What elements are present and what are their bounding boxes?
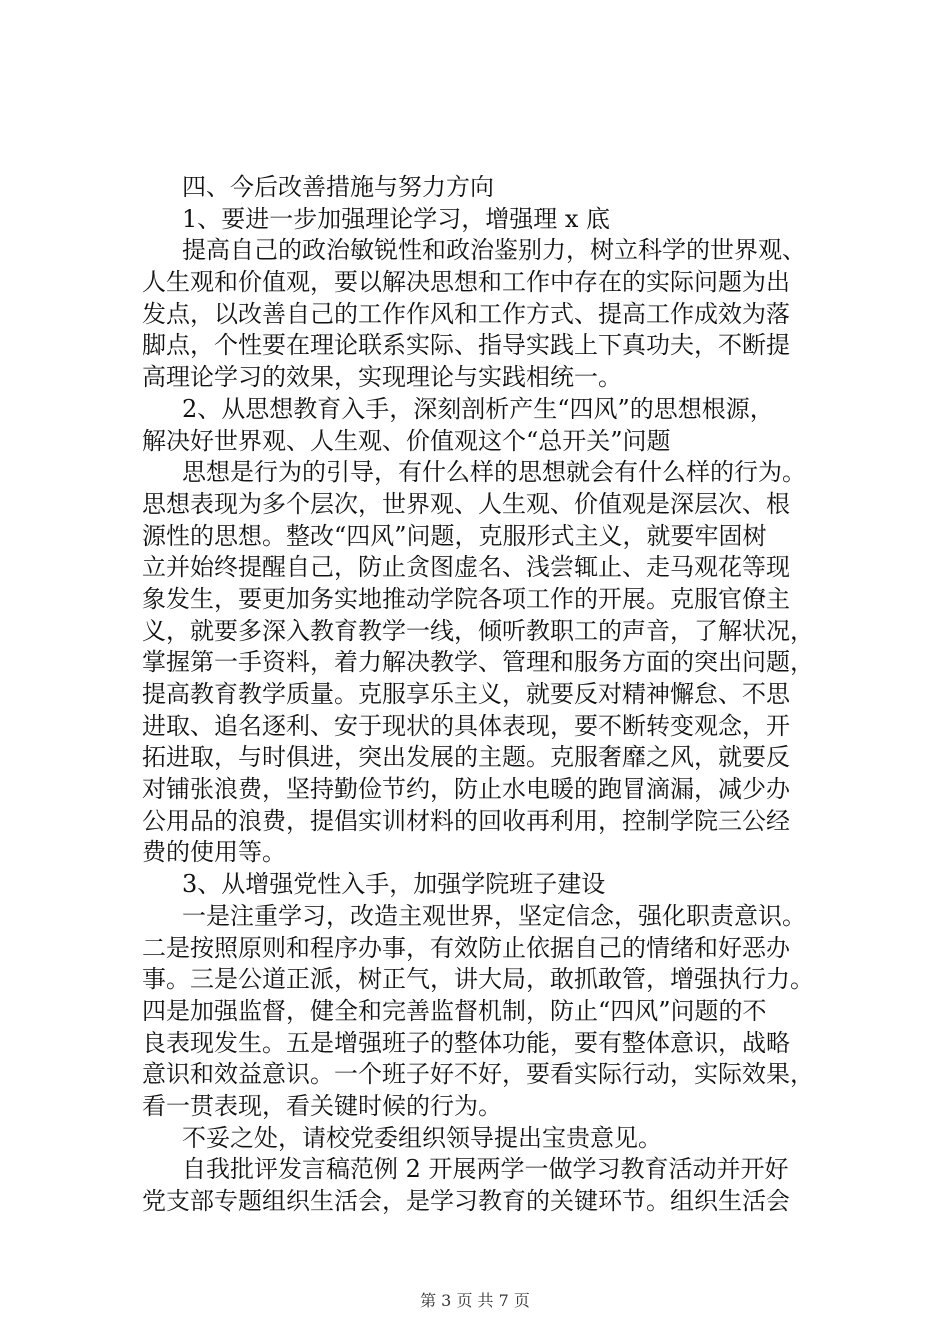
text-line: 党支部专题组织生活会，是学习教育的关键环节。组织生活会 <box>142 1187 790 1215</box>
text-line: 四、今后改善措施与努力方向 <box>182 173 494 201</box>
text-line: 不妥之处，请校党委组织领导提出宝贵意见。 <box>182 1123 662 1152</box>
text-line: 掌握第一手资料，着力解决教学、管理和服务方面的突出问题， <box>142 648 814 677</box>
text-line: 对铺张浪费，坚持勤俭节约，防止水电暖的跑冒滴漏，减少办 <box>142 775 790 804</box>
text-line: 提高教育教学质量。克服享乐主义，就要反对精神懈怠、不思 <box>142 680 790 708</box>
text-line: 解决好世界观、人生观、价值观这个“总开关”问题 <box>142 426 671 455</box>
text-line: 高理论学习的效果，实现理论与实践相统一。 <box>142 363 622 392</box>
text-line: 四是加强监督，健全和完善监督机制，防止“四风”问题的不 <box>142 996 767 1025</box>
text-line: 进取、追名逐利、安于现状的具体表现，要不断转变观念，开 <box>142 711 790 740</box>
text-line: 一是注重学习，改造主观世界，坚定信念，强化职责意识。 <box>182 901 806 930</box>
text-line: 3、从增强党性入手，加强学院班子建设 <box>182 870 606 899</box>
page-footer: 第 3 页 共 7 页 <box>420 1291 530 1310</box>
text-line: 事。三是公道正派，树正气，讲大局，敢抓敢管，增强执行力。 <box>142 965 814 994</box>
text-line: 1、要进一步加强理论学习，增强理 x 底 <box>182 204 611 233</box>
text-line: 费的使用等。 <box>142 838 286 867</box>
text-line: 思想是行为的引导，有什么样的思想就会有什么样的行为。 <box>182 458 806 487</box>
text-line: 意识和效益意识。一个班子好不好，要看实际行动，实际效果， <box>142 1060 814 1089</box>
text-line: 发点，以改善自己的工作作风和工作方式、提高工作成效为落 <box>142 299 790 328</box>
text-line: 良表现发生。五是增强班子的整体功能，要有整体意识，战略 <box>142 1028 790 1057</box>
text-line: 二是按照原则和程序办事，有效防止依据自己的情绪和好恶办 <box>142 933 790 962</box>
text-line: 公用品的浪费，提倡实训材料的回收再利用，控制学院三公经 <box>142 806 790 835</box>
text-line: 源性的思想。整改“四风”问题，克服形式主义，就要牢固树 <box>142 521 767 550</box>
document-body <box>142 172 834 1218</box>
text-line: 提高自己的政治敏锐性和政治鉴别力，树立科学的世界观、 <box>182 236 806 265</box>
text-line: 人生观和价值观，要以解决思想和工作中存在的实际问题为出 <box>142 268 790 297</box>
text-line: 象发生，要更加务实地推动学院各项工作的开展。克服官僚主 <box>142 584 790 613</box>
text-line: 立并始终提醒自己，防止贪图虚名、浅尝辄止、走马观花等现 <box>142 553 790 582</box>
text-line: 义，就要多深入教育教学一线，倾听教职工的声音，了解状况， <box>142 616 814 645</box>
text-line: 看一贯表现，看关键时候的行为。 <box>142 1091 502 1120</box>
text-line: 脚点，个性要在理论联系实际、指导实践上下真功夫，不断提 <box>142 331 790 360</box>
text-line: 拓进取，与时俱进，突出发展的主题。克服奢靡之风，就要反 <box>142 743 790 772</box>
text-line: 2、从思想教育入手，深刻剖析产生“四风”的思想根源， <box>182 394 774 423</box>
text-line: 自我批评发言稿范例 2 开展两学一做学习教育活动并开好 <box>182 1155 789 1184</box>
text-line: 思想表现为多个层次，世界观、人生观、价值观是深层次、根 <box>142 489 790 518</box>
